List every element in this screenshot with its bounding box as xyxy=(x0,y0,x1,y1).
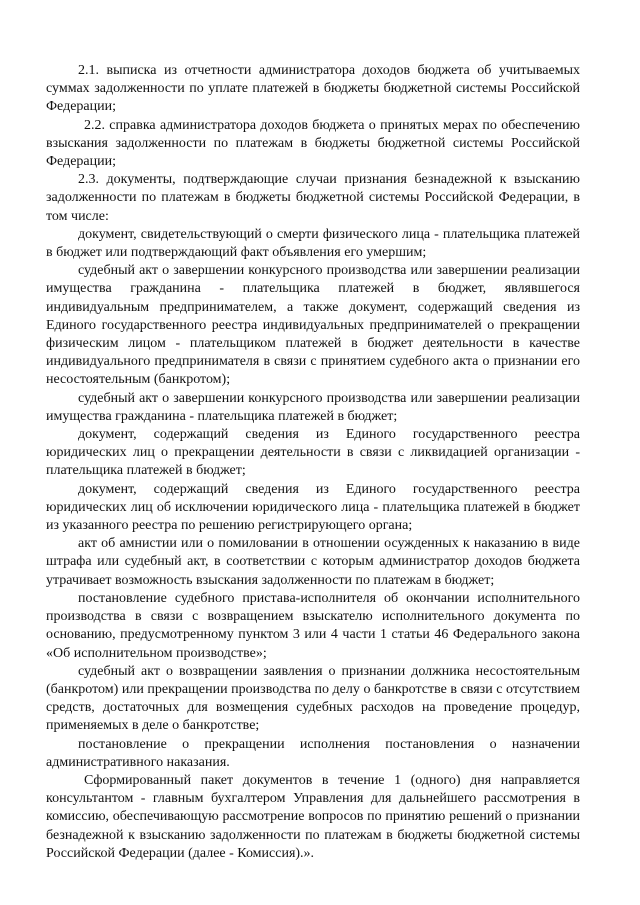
paragraph-registry-exclusion: документ, содержащий сведения из Единого государственного реестра юридических лиц об исключении юридического лица - плательщика платежей в бюджет из указанного реестра по решению регистрирующего органа; xyxy=(46,481,580,534)
paragraph-amnesty: акт об амнистии или о помиловании в отношении осужденных к наказанию в виде штрафа или судебный акт, в соответствии с которым администратор доходов бюджета утрачивает возможность взыскания задолженности по платежам в бюджет; xyxy=(46,536,580,588)
paragraph-bankruptcy-citizen: судебный акт о завершении конкурсного производства или завершении реализации имущества гражданина - плательщика платежей в бюджет; xyxy=(46,390,580,424)
paragraph-administrative-penalty: постановление о прекращении исполнения постановления о назначении административного наказания. xyxy=(46,736,580,770)
paragraph-document-package: Сформированный пакет документов в течение 1 (одного) дня направляется консультантом - главным бухгалтером Управления для дальнейшего рассмотрения в комиссию, обеспечивающую рассмотрение вопросов по принятию решений о признании безнадежной к взысканию задолженности по платежам в бюджеты бюджетной системы Российской Федерации (далее - Комиссия).». xyxy=(46,772,580,861)
paragraph-death-document: документ, свидетельствующий о смерти физического лица - плательщика платежей в бюджет или подтверждающий факт объявления его умершим; xyxy=(46,226,580,261)
paragraph-liquidation: документ, содержащий сведения из Единого государственного реестра юридических лиц о прекращении деятельности в связи с ликвидацией организации - плательщика платежей в бюджет; xyxy=(46,427,580,479)
paragraph-bankruptcy-return: судебный акт о возвращении заявления о признании должника несостоятельным (банкротом) или прекращении производства по делу о банкротстве в связи с отсутствием средств, достаточных для возмещения судебных расходов на проведение процедур, применяемых в деле о банкротстве; xyxy=(46,663,580,734)
paragraph-bankruptcy-entrepreneur: судебный акт о завершении конкурсного производства или завершении реализации имущества гражданина - плательщика платежей в бюджет, являвшегося индивидуальным предпринимателем, а также документ, содержащий сведения из Единого государственного реестра индивидуальных предпринимателей о прекращении физическим лицом - плательщиком платежей в бюджет деятельности в качестве индивидуального предпринимателя в связи с принятием судебного акта о признании его несостоятельным (банкротом); xyxy=(46,263,580,388)
paragraph-item-2-1: 2.1. выписка из отчетности администратора доходов бюджета об учитываемых суммах задолженности по уплате платежей в бюджеты бюджетной системы Российской Федерации; xyxy=(46,63,580,115)
paragraph-item-2-3: 2.3. документы, подтверждающие случаи признания безнадежной к взысканию задолженности по платежам в бюджеты бюджетной системы Российской Федерации, в том числе: xyxy=(46,172,580,224)
document-page xyxy=(46,62,580,863)
paragraph-item-2-2: 2.2. справка администратора доходов бюджета о принятых мерах по обеспечению взыскания задолженности по платежам в бюджеты бюджетной системы Российской Федерации; xyxy=(46,117,580,170)
paragraph-bailiff-resolution: постановление судебного пристава-исполнителя об окончании исполнительного производства в связи с возвращением взыскателю исполнительного документа по основанию, предусмотренному пунктом 3 или 4 части 1 статьи 46 Федерального закона «Об исполнительном производстве»; xyxy=(46,590,580,661)
